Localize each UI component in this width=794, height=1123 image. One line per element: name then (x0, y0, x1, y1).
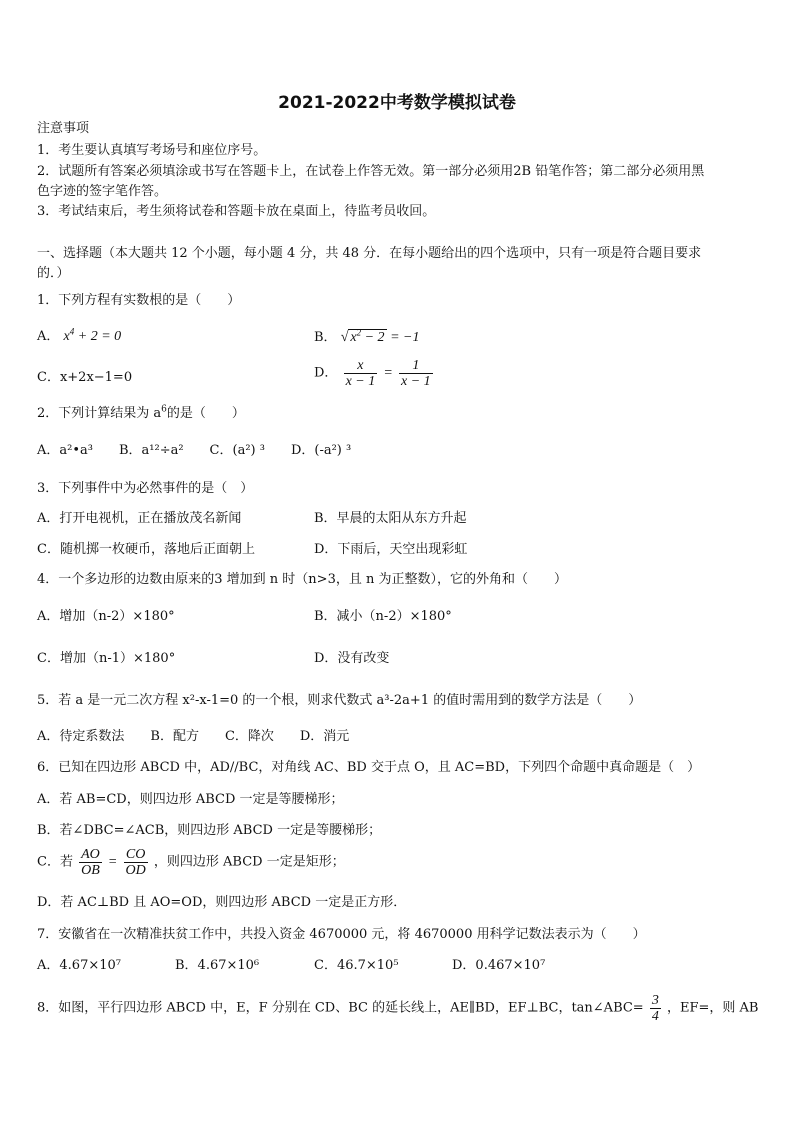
question-4-stem: 4．一个多边形的边数由原来的3 增加到 n 时（n>3，且 n 为正整数），它的外角和（ ） (37, 572, 567, 587)
equals-sign: = (383, 365, 393, 381)
question-3-stem: 3．下列事件中为必然事件的是（ ） (37, 481, 254, 496)
q1-option-a[interactable] (37, 326, 122, 345)
notice-item: 1．考生要认真填写考场号和座位序号。 (37, 143, 267, 158)
q7-option-a[interactable]: A．4.67×10⁷ (37, 958, 121, 973)
q6-option-b[interactable]: B．若∠DBC=∠ACB，则四边形 ABCD 一定是等腰梯形； (37, 823, 382, 838)
q7-option-c[interactable]: C．46.7×10⁵ (314, 958, 399, 973)
q5-options[interactable]: A．待定系数法 B．配方 C．降次 D．消元 (37, 729, 350, 744)
notice-item: 色字迹的签字笔作答。 (37, 184, 168, 199)
q1-option-d[interactable] (314, 358, 435, 389)
q4-option-b[interactable]: B．减小（n-2）×180° (314, 609, 452, 624)
q7-option-d[interactable]: D．0.467×10⁷ (452, 958, 546, 973)
option-label: A． (37, 329, 60, 344)
section-heading: 一、选择题（本大题共 12 个小题，每小题 4 分，共 48 分．在每小题给出的四个选项中，只有一项是符合题目要求 (37, 246, 702, 261)
q3-option-b[interactable]: B．早晨的太阳从东方升起 (314, 511, 467, 526)
q3-option-d[interactable]: D．下雨后，天空出现彩虹 (314, 542, 468, 557)
q3-option-a[interactable]: A．打开电视机，正在播放茂名新闻 (37, 511, 242, 526)
question-1-stem: 1．下列方程有实数根的是（ ） (37, 293, 241, 308)
formula: √ $x^2 - 2 = -1$ (340, 327, 420, 345)
section-heading-cont: 的．） (37, 266, 70, 281)
question-6-stem: 6．已知在四边形 ABCD 中，AD//BC，对角线 AC、BD 交于点 O，且 AC=BD，下列四个命题中真命题是（ ） (37, 760, 701, 775)
q1-option-c[interactable]: C．x+2x−1=0 (37, 370, 133, 385)
fraction: $\frac{AO}{OB}$ (81, 847, 100, 878)
notice-item: 2．试题所有答案必须填涂或书写在答题卡上，在试卷上作答无效。第一部分必须用2B 铅笔作答；第二部分必须用黑 (37, 164, 705, 179)
q4-option-c[interactable]: C．增加（n-1）×180° (37, 651, 176, 666)
page-title: 2021-2022中考数学模拟试卷 (278, 93, 516, 113)
q4-option-a[interactable]: A．增加（n-2）×180° (37, 609, 175, 624)
q6-option-d[interactable]: D．若 AC⊥BD 且 AO=OD，则四边形 ABCD 一定是正方形． (37, 895, 407, 910)
question-5-stem: 5．若 a 是一元二次方程 x²-x-1=0 的一个根，则求代数式 a³-2a+1 的值时需用到的数学方法是（ ） (37, 693, 642, 708)
q2-options[interactable]: A．a²•a³ B．a¹²÷a² C．(a²) ³ D．(-a²) ³ (37, 443, 352, 458)
q1-option-b[interactable] (314, 329, 419, 346)
q7-option-b[interactable]: B．4.67×10⁶ (175, 958, 260, 973)
notice-item: 3．考试结束后，考生须将试卷和答题卡放在桌面上，待监考员收回。 (37, 204, 436, 219)
option-label: B． (314, 330, 337, 345)
option-label: D． (314, 365, 338, 381)
q6-option-c[interactable]: C．若 $\frac{AO}{OB}$ = $\frac{CO}{OD}$ ，则四边形 ABCD 一定是矩形； (37, 847, 345, 878)
formula: $x^4 + 2 = 0$ (63, 326, 122, 344)
question-2-stem: 2．下列计算结果为 $a^6$的是（ ） (37, 404, 245, 421)
notice-heading: 注意事项 (37, 121, 90, 136)
question-7-stem: 7．安徽省在一次精准扶贫工作中，共投入资金 4670000 元，将 4670000 用科学记数法表示为（ ） (37, 927, 646, 942)
fraction: $\frac{CO}{OD}$ (125, 847, 146, 878)
fraction: $\frac{x}{x - 1}$ (345, 358, 376, 389)
fraction: $\frac{3}{4}$ (651, 993, 659, 1024)
q4-option-d[interactable]: D．没有改变 (314, 651, 390, 666)
question-8-stem: 8．如图，平行四边形 ABCD 中，E，F 分别在 CD、BC 的延长线上，AE∥BD，EF⊥BC，tan∠ABC= $\frac{3}{4}$ ，EF=，则 AB (37, 993, 759, 1024)
q3-option-c[interactable]: C．随机掷一枚硬币，落地后正面朝上 (37, 542, 255, 557)
fraction: $\frac{1}{x - 1}$ (400, 358, 431, 389)
q6-option-a[interactable]: A．若 AB=CD，则四边形 ABCD 一定是等腰梯形； (37, 792, 344, 807)
